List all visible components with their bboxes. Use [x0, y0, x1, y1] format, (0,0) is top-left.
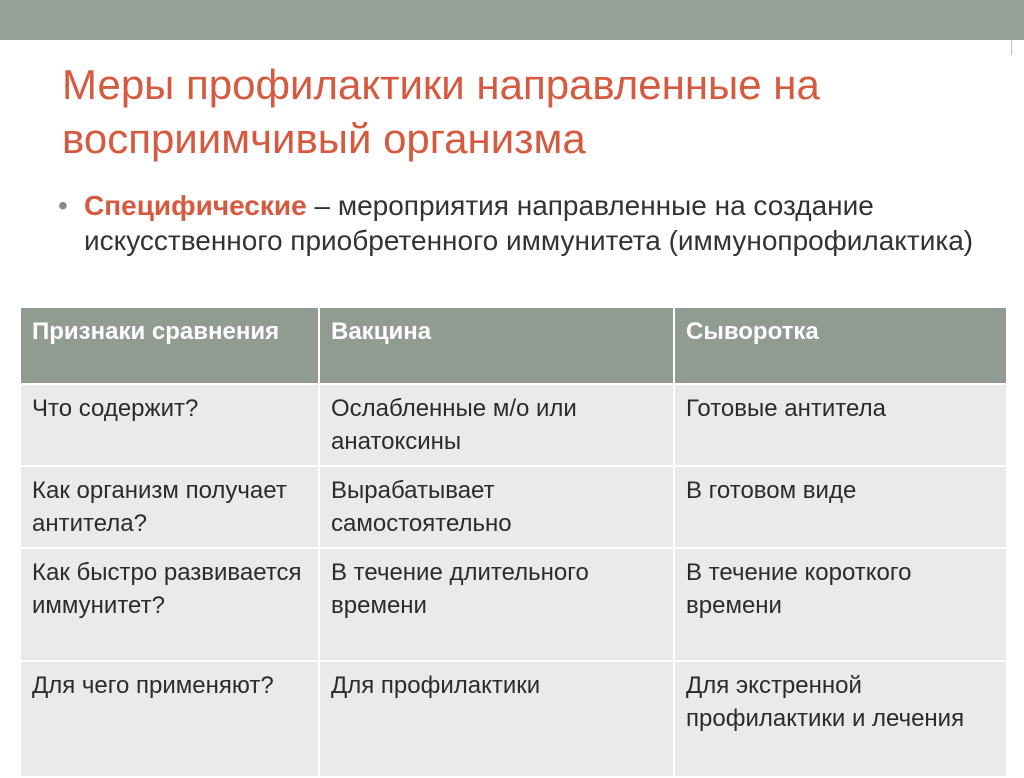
table-cell: В течение короткого времени	[674, 548, 1007, 661]
table-cell: Для профилактики	[319, 661, 674, 777]
bullet-term: Специфические	[84, 190, 307, 221]
table-row	[20, 661, 1007, 777]
table-row	[20, 384, 1007, 466]
header-cell-vaccine: Вакцина	[319, 307, 674, 384]
decorative-line	[1011, 40, 1012, 55]
bullet-text	[84, 188, 998, 258]
table-cell: В течение длительного времени	[319, 548, 674, 661]
table-header-row	[20, 307, 1007, 384]
table-cell: Как организм получает антитела?	[20, 466, 319, 548]
bullet-description: – мероприятия направленные на создание искусственного приобретенного иммунитета (иммунопрофилактика)	[84, 190, 974, 256]
comparison-table	[19, 306, 1008, 778]
table-cell: Вырабатывает самостоятельно	[319, 466, 674, 548]
top-bar	[0, 0, 1024, 40]
table-cell: Что содержит?	[20, 384, 319, 466]
table-cell: Ослабленные м/о или анатоксины	[319, 384, 674, 466]
bullet-icon: •	[58, 190, 68, 221]
header-cell-criteria: Признаки сравнения	[20, 307, 319, 384]
table-row	[20, 466, 1007, 548]
table-cell: Для экстренной профилактики и лечения	[674, 661, 1007, 777]
table-cell: Как быстро развивается иммунитет?	[20, 548, 319, 661]
slide-title: Меры профилактики направленные на восприимчивый организма	[62, 61, 820, 162]
table-row	[20, 548, 1007, 661]
bullet-item	[58, 188, 998, 258]
table-cell: Готовые антитела	[674, 384, 1007, 466]
table-cell: В готовом виде	[674, 466, 1007, 548]
table-cell: Для чего применяют?	[20, 661, 319, 777]
header-cell-serum: Сыворотка	[674, 307, 1007, 384]
